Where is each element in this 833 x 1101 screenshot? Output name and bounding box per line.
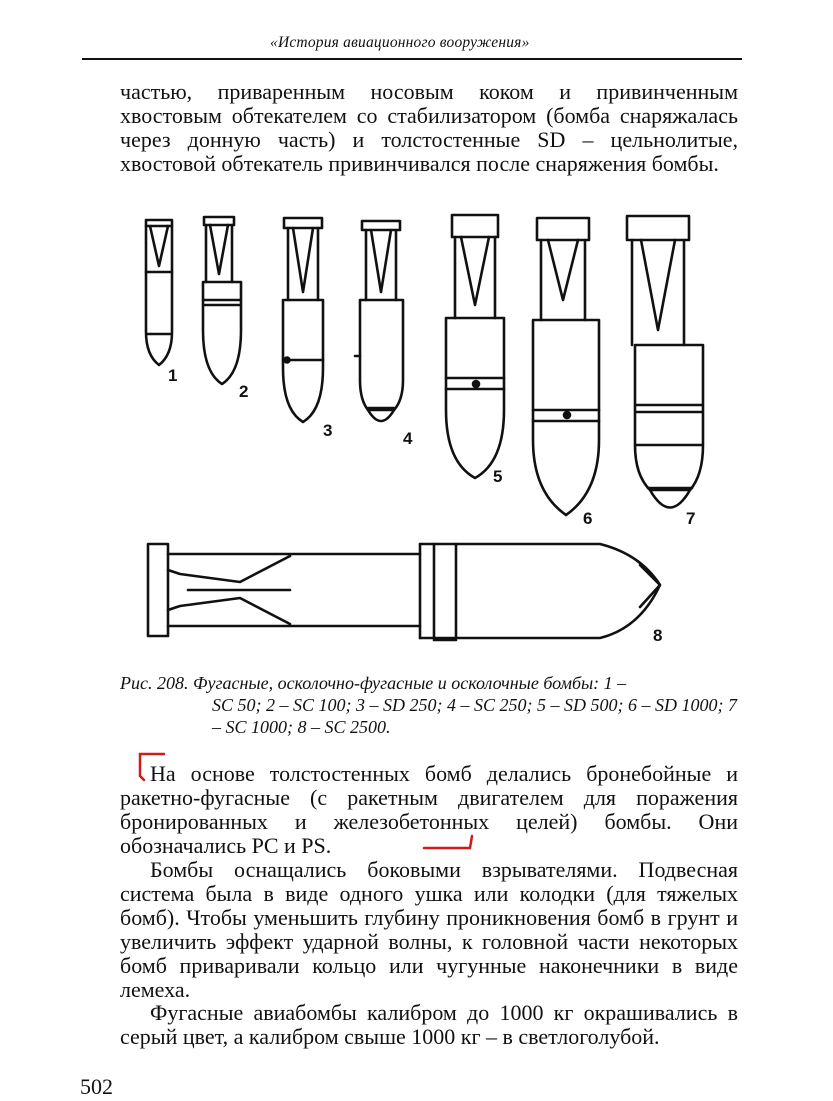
bomb-3-drawing: [283, 218, 323, 422]
paragraph-3-text: Бомбы оснащались боковыми взрывателями. Подвесная система была в виде одного ушка или колодки (для тяжелых бомб). Чтобы уменьшить глубину проникновения бомб в грунт и увеличить эффект ударной волны, к головной части некоторых бомб приваривали кольцо или чугунные наконечники в виде лемеха.: [120, 857, 738, 1002]
header-rule: [82, 58, 742, 60]
figure-caption: [120, 672, 740, 738]
bomb-7-drawing: [627, 216, 703, 508]
paragraph-1-text: частью, приваренным носовым коком и привинченным хвостовым обтекателем со стабилизатором (бомба снаряжалась через донную часть) и толстостенные SD – цельнолитые, хвостовой обтекатель привинчивался после снаряжения бомбы.: [120, 79, 738, 176]
bomb-label-3: 3: [323, 421, 333, 440]
paragraph-4: [120, 1001, 738, 1049]
caption-line-1: Рис. 208. Фугасные, осколочно-фугасные и осколочные бомбы: 1 –: [120, 673, 627, 693]
bomb-5-drawing: [446, 215, 504, 478]
bomb-label-2: 2: [239, 382, 249, 401]
page-number: 502: [80, 1074, 113, 1099]
paragraph-3: [120, 858, 738, 1002]
bomb-2-drawing: [203, 217, 241, 384]
caption-line-2: SC 50; 2 – SC 100; 3 – SD 250; 4 – SC 250; 5 – SD 500; 6 – SD 1000; 7 – SC 1000; 8 – SC 2500.: [212, 695, 737, 737]
bomb-label-8: 8: [653, 626, 663, 645]
bomb-label-6: 6: [583, 509, 593, 528]
bomb-6-drawing: [533, 218, 599, 515]
paragraph-1: [120, 80, 738, 176]
bomb-label-7: 7: [686, 509, 696, 528]
bomb-4-drawing: [355, 221, 403, 421]
bomb-8-drawing: [148, 544, 660, 640]
paragraph-2: [120, 762, 738, 858]
paragraph-4-text: Фугасные авиабомбы калибром до 1000 кг окрашивались в серый цвет, а калибром свыше 1000 кг – в светлоголубой.: [120, 1000, 738, 1049]
bomb-1-drawing: [146, 220, 172, 365]
bomb-label-4: 4: [403, 429, 413, 448]
bomb-label-1: 1: [168, 366, 178, 385]
running-head: «История авиационного вооружения»: [270, 34, 530, 51]
paragraph-2-text: На основе толстостенных бомб делались бронебойные и ракетно-фугасные (с ракетным двигателем для поражения бронированных и железобетонных целей) бомбы. Они обозначались PC и PS.: [120, 761, 738, 858]
bomb-label-5: 5: [493, 467, 503, 486]
